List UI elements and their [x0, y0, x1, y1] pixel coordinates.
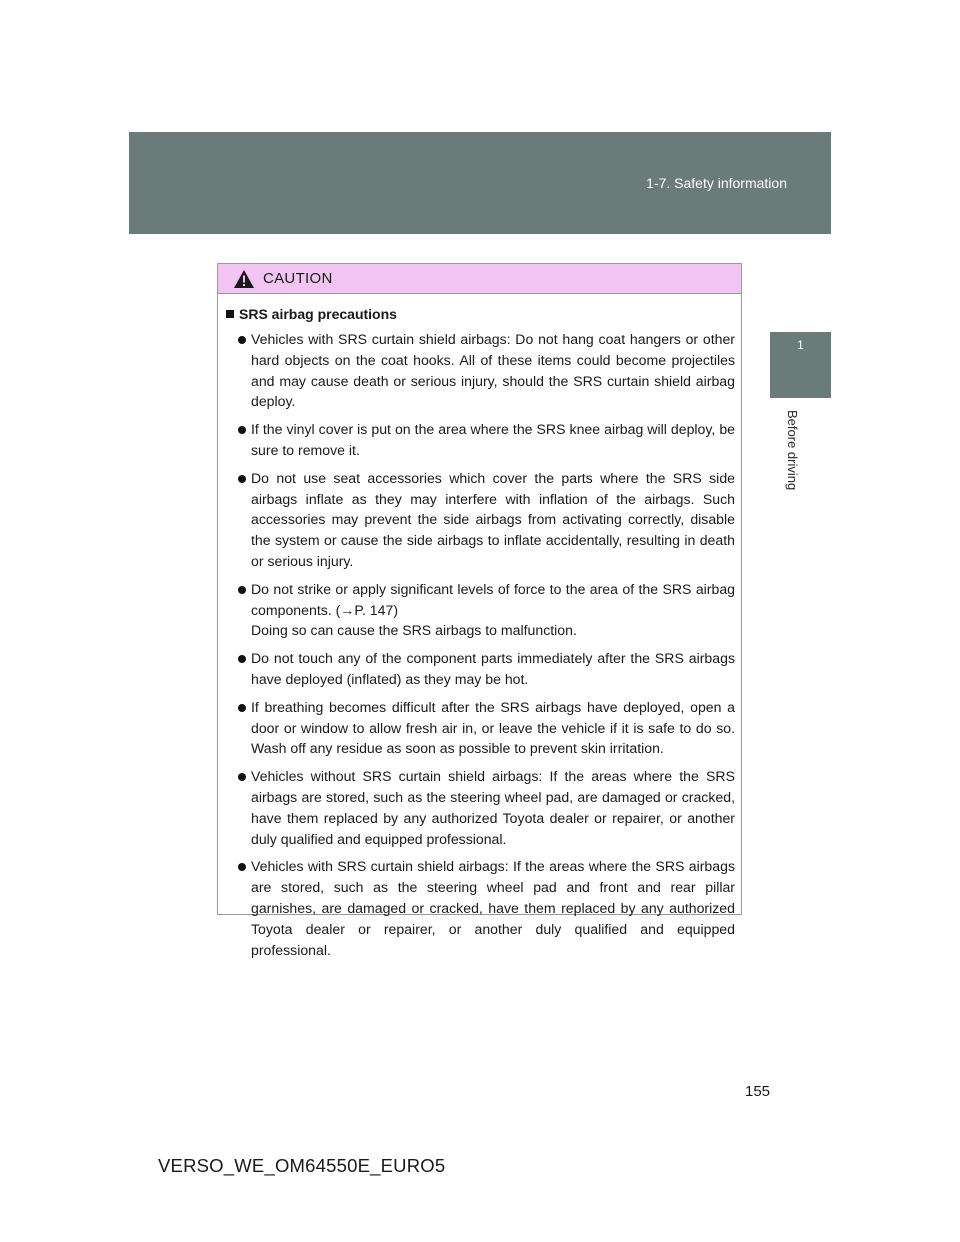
bullet-icon [238, 475, 246, 483]
list-item: Vehicles with SRS curtain shield airbags: Do not hang coat hangers or other hard objects on the coat hooks. All of these items could become projectiles and may cause death or serious injury, should the SRS curtain shield airbag deploy. [226, 329, 735, 412]
list-item: Vehicles without SRS curtain shield airbags: If the areas where the SRS airbags are stored, such as the steering wheel pad, are damaged or cracked, have them replaced by any authorized Toyota dealer or repairer, or another duly qualified and equipped professional. [226, 766, 735, 849]
section-heading [226, 306, 735, 322]
caution-title: CAUTION [263, 270, 333, 287]
document-code: VERSO_WE_OM64550E_EURO5 [158, 1155, 446, 1176]
page-number: 155 [745, 1083, 771, 1100]
caution-header [218, 264, 741, 294]
header-bar [129, 132, 831, 234]
caution-body [218, 294, 741, 960]
side-tab-label: Before driving [785, 410, 800, 491]
caution-list [226, 329, 735, 960]
list-item: If the vinyl cover is put on the area where the SRS knee airbag will deploy, be sure to remove it. [226, 419, 735, 461]
square-bullet-icon [226, 310, 234, 318]
section-heading-text: SRS airbag precautions [239, 306, 397, 322]
bullet-icon [238, 336, 246, 344]
side-tab-number: 1 [797, 338, 804, 352]
list-item: Do not strike or apply significant levels of force to the area of the SRS airbag components. (→P. 147) Doing so can cause the SRS airbags to malfunction. [226, 579, 735, 641]
warning-triangle-icon [233, 269, 255, 289]
list-item: Vehicles with SRS curtain shield airbags: If the areas where the SRS airbags are stored, such as the steering wheel pad and front and rear pillar garnishes, are damaged or cracked, have them replaced by any authorized Toyota dealer or repairer, or another duly qualified and equipped professional. [226, 856, 735, 960]
list-item: If breathing becomes difficult after the SRS airbags have deployed, open a door or window to allow fresh air in, or leave the vehicle if it is safe to do so. Wash off any residue as soon as possible to prevent skin irritation. [226, 697, 735, 759]
bullet-icon [238, 863, 246, 871]
bullet-icon [238, 773, 246, 781]
bullet-icon [238, 426, 246, 434]
list-item: Do not use seat accessories which cover the parts where the SRS side airbags inflate as they may interfere with inflation of the airbags. Such accessories may prevent the side airbags from activating correctly, disable the system or cause the side airbags to inflate accidentally, resulting in death or serious injury. [226, 468, 735, 572]
caution-box [217, 263, 742, 958]
bullet-icon [238, 655, 246, 663]
side-tab [770, 332, 831, 398]
list-item: Do not touch any of the component parts immediately after the SRS airbags have deployed (inflated) as they may be hot. [226, 648, 735, 690]
bullet-icon [238, 586, 246, 594]
bullet-icon [238, 704, 246, 712]
section-title: 1-7. Safety information [646, 175, 787, 191]
